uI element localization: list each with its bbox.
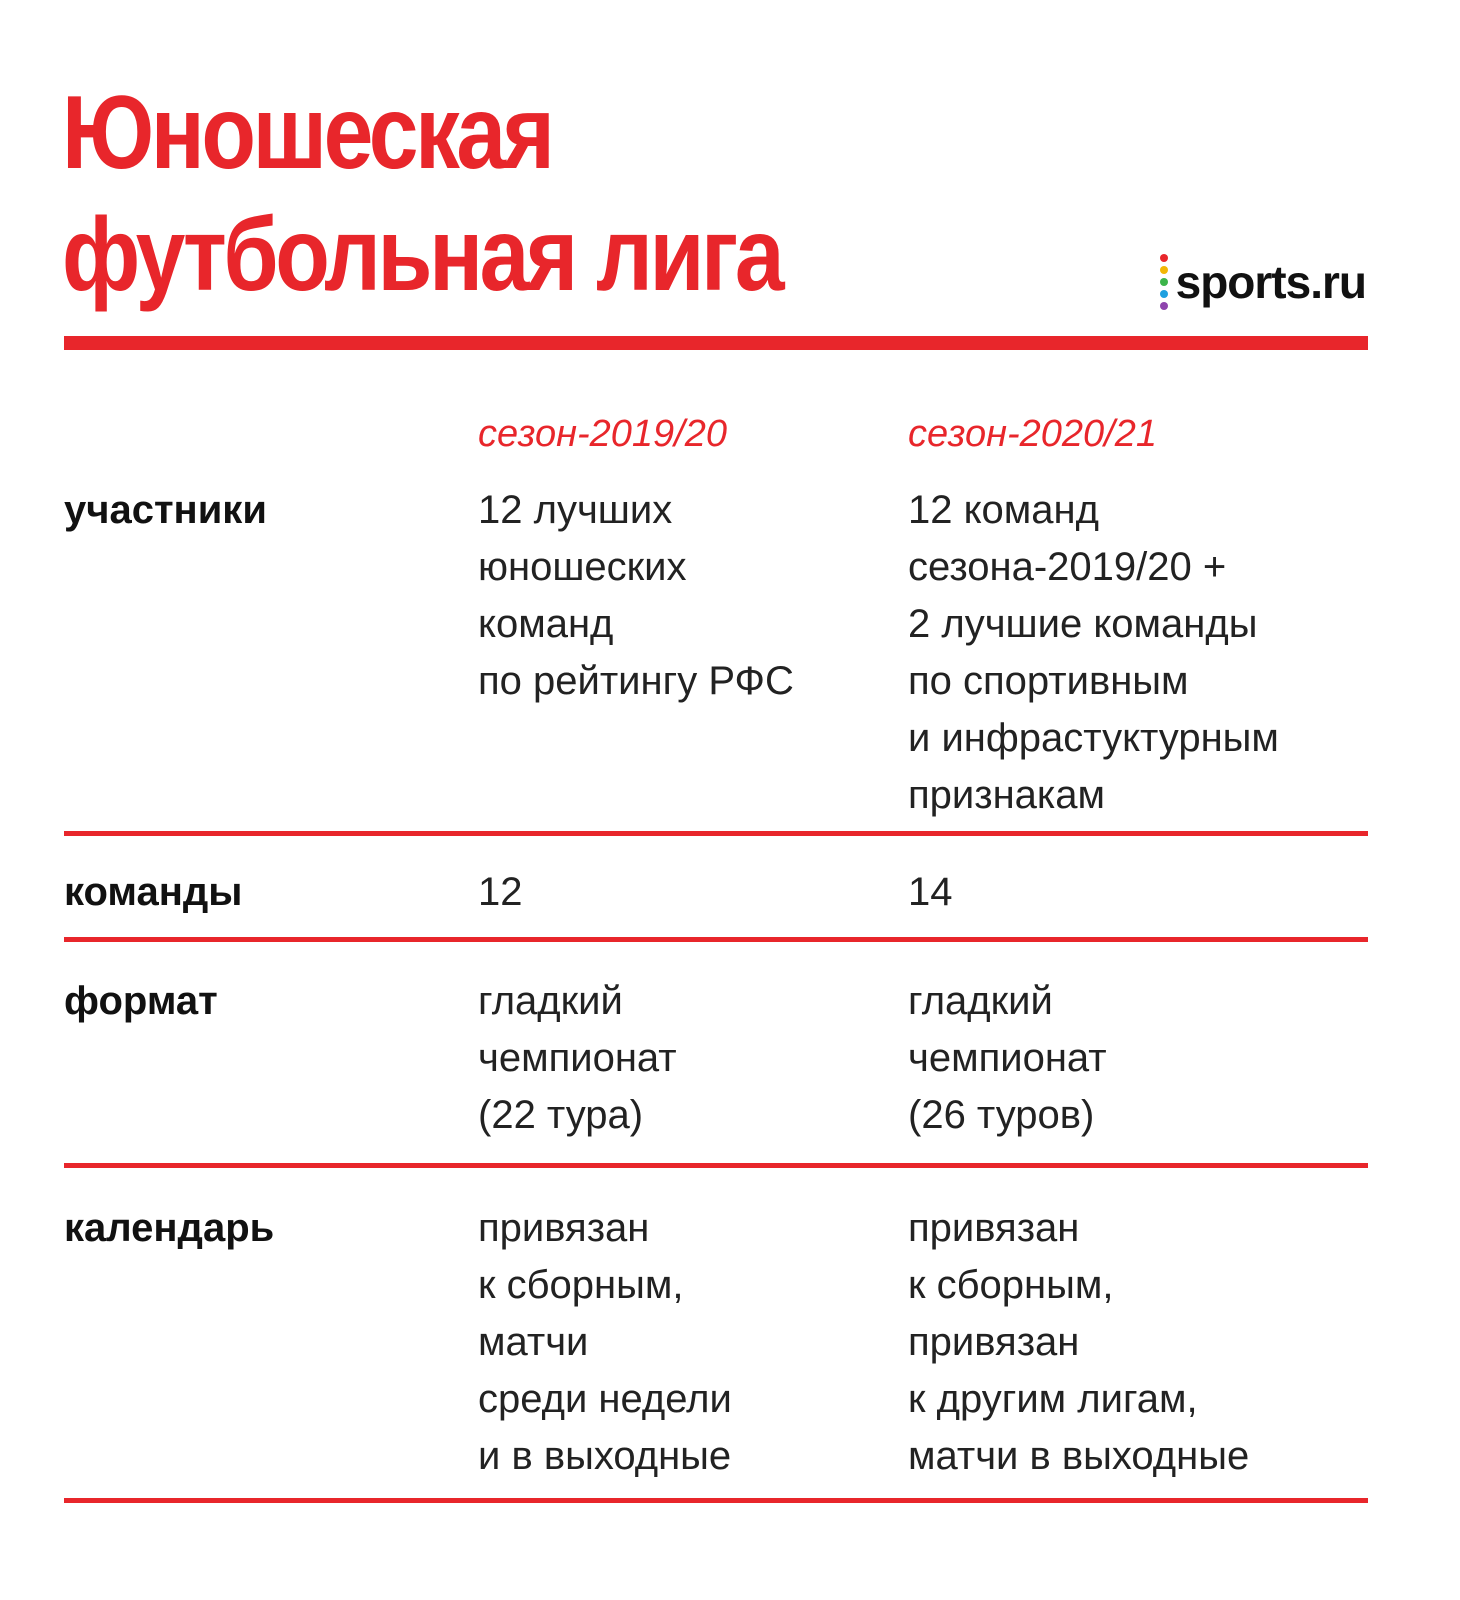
- cell-line: 2 лучшие команды: [908, 602, 1258, 646]
- cell-line: (26 туров): [908, 1093, 1095, 1137]
- cell-line: по рейтингу РФС: [478, 659, 794, 703]
- cell-calendar-2019-20: [478, 1200, 732, 1485]
- cell-line: привязан: [908, 1320, 1080, 1364]
- cell-teams-2019-20: [478, 864, 523, 921]
- title-line-2: футбольная лига: [62, 197, 782, 313]
- sports-ru-logo: [1160, 252, 1366, 312]
- title-line-1: Юношеская: [62, 75, 552, 191]
- cell-line: к сборным,: [478, 1263, 684, 1307]
- cell-line: 12 команд: [908, 488, 1099, 532]
- row-divider: [64, 1163, 1368, 1168]
- cell-line: чемпионат: [908, 1036, 1107, 1080]
- logo-dots-icon: [1160, 254, 1168, 310]
- cell-line: 12 лучших: [478, 488, 673, 532]
- cell-line: привязан: [908, 1206, 1080, 1250]
- row-label-calendar: календарь: [64, 1206, 275, 1250]
- cell-format-2020-21: [908, 973, 1107, 1144]
- cell-line: матчи в выходные: [908, 1434, 1250, 1478]
- row-label-teams: команды: [64, 870, 243, 914]
- cell-line: среди недели: [478, 1377, 732, 1421]
- title-divider: [64, 336, 1368, 350]
- cell-line: к сборным,: [908, 1263, 1114, 1307]
- cell-line: гладкий: [478, 979, 623, 1023]
- cell-format-2019-20: [478, 973, 677, 1144]
- logo-dot: [1160, 278, 1168, 286]
- cell-line: юношеских: [478, 545, 687, 589]
- cell-teams-2020-21: [908, 864, 953, 921]
- row-label-participants: участники: [64, 488, 267, 532]
- cell-line: (22 тура): [478, 1093, 644, 1137]
- cell-line: команд: [478, 602, 614, 646]
- row-divider: [64, 1498, 1368, 1503]
- row-divider: [64, 937, 1368, 942]
- row-label-format: формат: [64, 979, 218, 1023]
- cell-line: по спортивным: [908, 659, 1189, 703]
- cell-participants-2020-21: [908, 482, 1279, 824]
- cell-line: 12: [478, 870, 523, 914]
- page-title: [62, 72, 781, 316]
- cell-calendar-2020-21: [908, 1200, 1249, 1485]
- cell-line: 14: [908, 870, 953, 914]
- logo-dot: [1160, 254, 1168, 262]
- cell-line: и в выходные: [478, 1434, 732, 1478]
- cell-line: привязан: [478, 1206, 650, 1250]
- logo-text: sports.ru: [1175, 256, 1366, 308]
- cell-line: матчи: [478, 1320, 589, 1364]
- cell-line: и инфрастуктурным: [908, 716, 1279, 760]
- cell-line: гладкий: [908, 979, 1053, 1023]
- logo-dot: [1160, 290, 1168, 298]
- cell-line: к другим лигам,: [908, 1377, 1198, 1421]
- cell-line: чемпионат: [478, 1036, 677, 1080]
- cell-participants-2019-20: [478, 482, 794, 710]
- logo-dot: [1160, 266, 1168, 274]
- column-header-2020-21: сезон-2020/21: [908, 413, 1158, 455]
- row-divider: [64, 831, 1368, 836]
- cell-line: сезона-2019/20 +: [908, 545, 1227, 589]
- logo-dot: [1160, 302, 1168, 310]
- column-header-2019-20: сезон-2019/20: [478, 413, 728, 455]
- cell-line: признакам: [908, 773, 1106, 817]
